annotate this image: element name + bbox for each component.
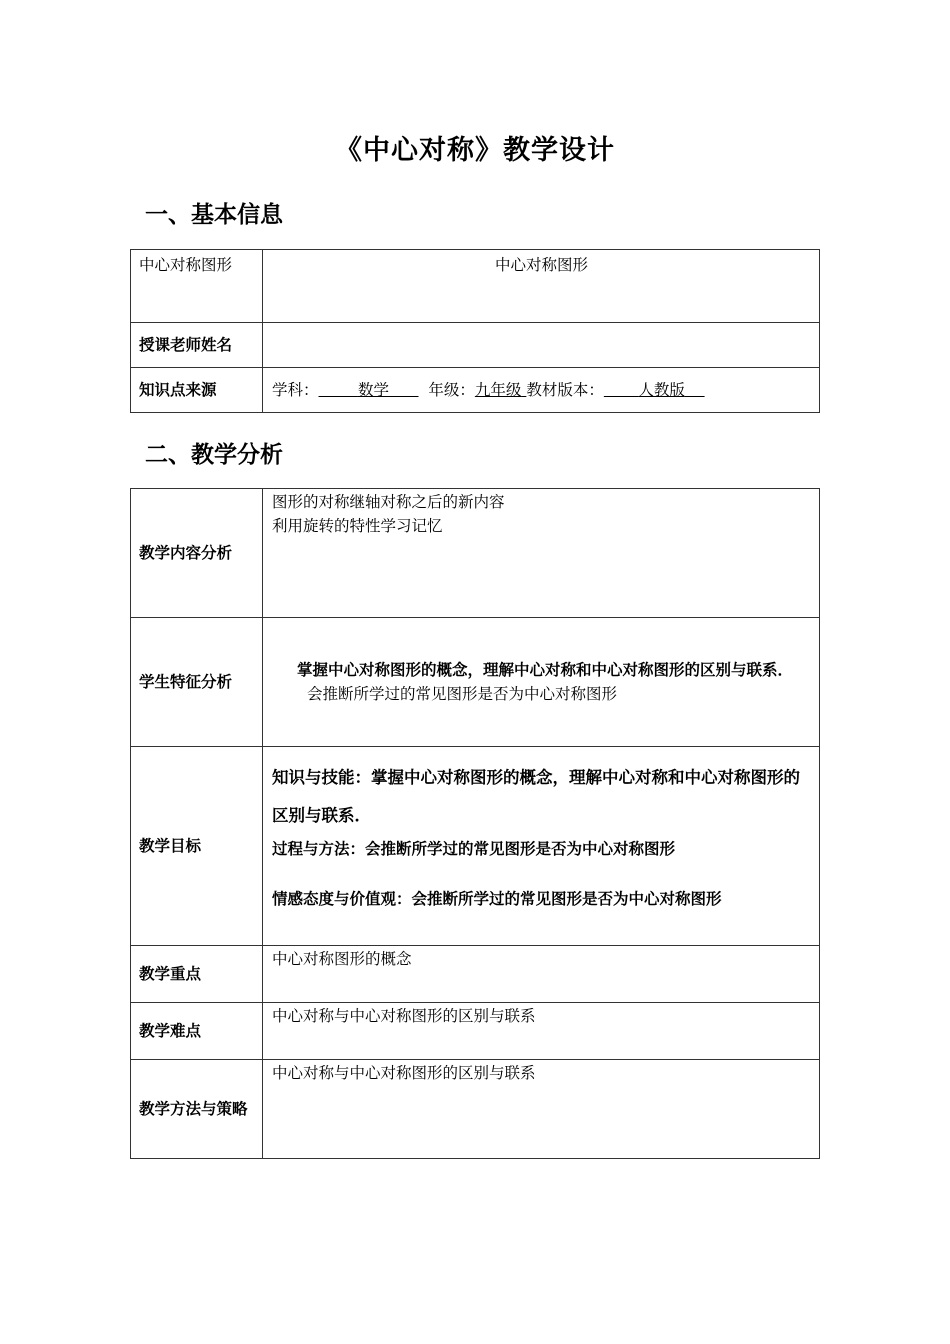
edition-value: 人教版 xyxy=(638,381,685,399)
goal-line-3: 情感态度与价值观：会推断所学过的常见图形是否为中心对称图形 xyxy=(272,890,722,908)
table-row xyxy=(131,1003,820,1060)
analysis-table xyxy=(130,488,820,1159)
section-heading-basic-info: 一、基本信息 xyxy=(145,202,283,228)
topic-value: 中心对称图形 xyxy=(263,250,820,323)
row-label-goals: 教学目标 xyxy=(131,747,263,946)
subject-label: 学科： xyxy=(272,381,319,399)
table-row xyxy=(131,250,820,323)
goal-line-1: 知识与技能：掌握中心对称图形的概念，理解中心对称和中心对称图形的区别与联系． xyxy=(272,768,800,825)
table-row xyxy=(131,323,820,368)
row-label-source: 知识点来源 xyxy=(131,368,263,413)
method-value: 中心对称与中心对称图形的区别与联系 xyxy=(263,1060,820,1159)
row-label-content: 教学内容分析 xyxy=(131,489,263,618)
row-label-key: 教学重点 xyxy=(131,946,263,1003)
goals-value xyxy=(263,747,820,946)
grade-value: 九年级 xyxy=(474,381,522,399)
content-line-2: 利用旋转的特性学习记忆 xyxy=(272,517,443,535)
difficulty-value: 中心对称与中心对称图形的区别与联系 xyxy=(263,1003,820,1060)
page-title: 《中心对称》教学设计 xyxy=(335,135,615,166)
row-label-method: 教学方法与策略 xyxy=(131,1060,263,1159)
teacher-value xyxy=(263,323,820,368)
basic-info-table xyxy=(130,249,820,413)
student-line-2: 会推断所学过的常见图形是否为中心对称图形 xyxy=(307,685,618,703)
edition-label: 教材版本： xyxy=(526,381,604,399)
row-label-difficulty: 教学难点 xyxy=(131,1003,263,1060)
content-value xyxy=(263,489,820,618)
table-row xyxy=(131,1060,820,1159)
source-value xyxy=(263,368,820,413)
student-value xyxy=(263,618,820,747)
section-heading-analysis: 二、教学分析 xyxy=(145,442,283,468)
table-row xyxy=(131,946,820,1003)
table-row xyxy=(131,489,820,618)
row-label-student: 学生特征分析 xyxy=(131,618,263,747)
key-value: 中心对称图形的概念 xyxy=(263,946,820,1003)
row-label-topic: 中心对称图形 xyxy=(131,250,263,323)
student-line-1: 掌握中心对称图形的概念，理解中心对称和中心对称图形的区别与联系． xyxy=(297,661,794,679)
row-label-teacher: 授课老师姓名 xyxy=(131,323,263,368)
content-line-1: 图形的对称继轴对称之后的新内容 xyxy=(272,493,505,511)
table-row xyxy=(131,618,820,747)
grade-label: 年级： xyxy=(428,381,475,399)
table-row xyxy=(131,747,820,946)
subject-value: 数学 xyxy=(357,381,389,399)
goal-line-2: 过程与方法：会推断所学过的常见图形是否为中心对称图形 xyxy=(272,840,676,858)
table-row xyxy=(131,368,820,413)
